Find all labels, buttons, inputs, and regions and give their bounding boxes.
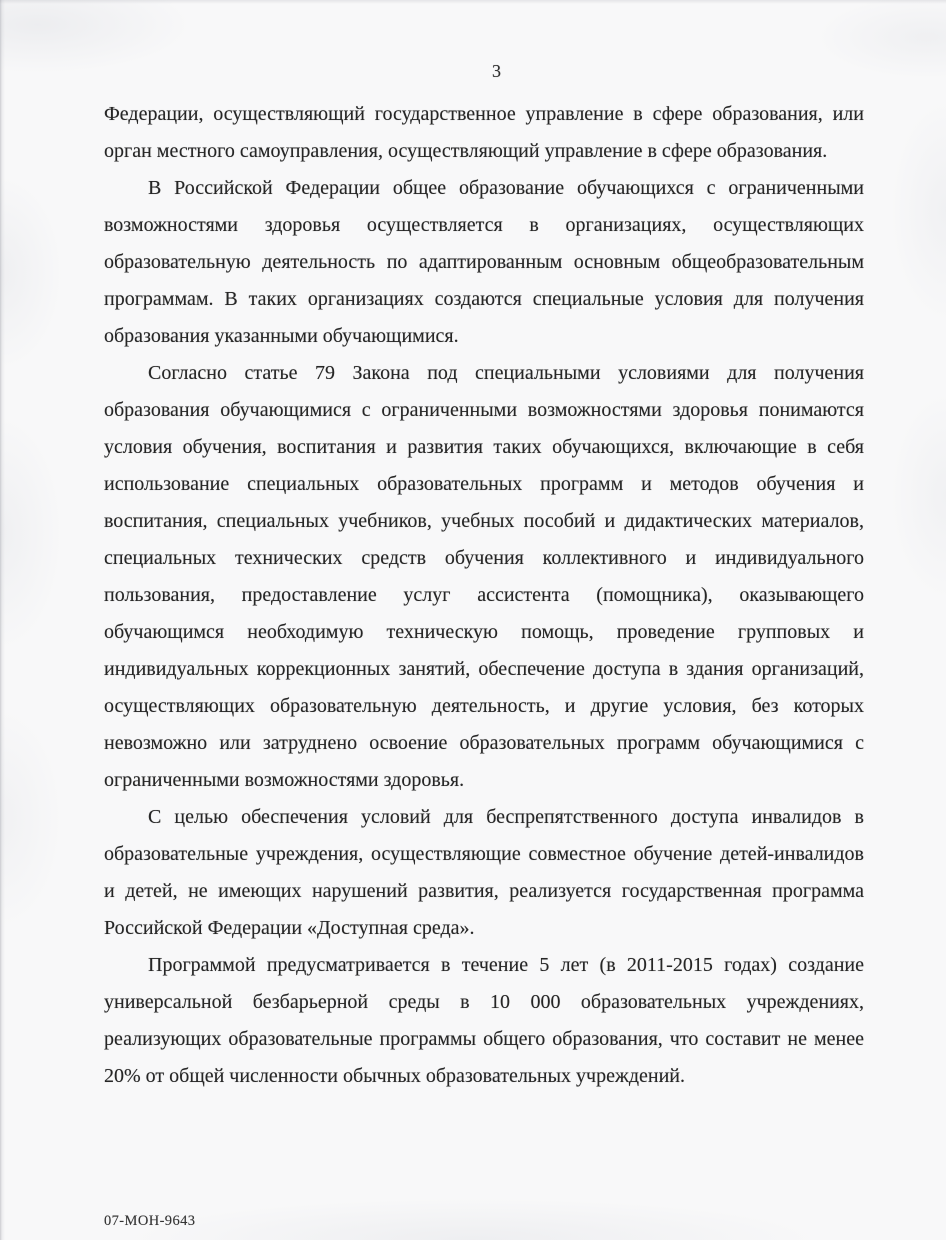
document-body (104, 96, 864, 1095)
paragraph: Федерации, осуществляющий государственное управление в сфере образования, или орган местного самоуправления, осуществляющий управление в сфере образования. (104, 103, 864, 162)
paragraph: С целью обеспечения условий для беспрепятственного доступа инвалидов в образовательные учреждения, осуществляющие совместное обучение детей-инвалидов и детей, не имеющих нарушений развития, реализуется государственная программа Российской Федерации «Доступная среда». (104, 806, 864, 939)
page-number: 3 (492, 61, 502, 81)
footer-document-code: 07-МОН-9643 (104, 1213, 196, 1229)
paragraph: Программой предусматривается в течение 5 лет (в 2011-2015 годах) создание универсальной безбарьерной среды в 10 000 образовательных учреждениях, реализующих образовательные программы общего образования, что составит не менее 20% от общей численности обычных образовательных учреждений. (104, 954, 864, 1087)
paragraph: В Российской Федерации общее образование обучающихся с ограниченными возможностями здоровья осуществляется в организациях, осуществляющих образовательную деятельность по адаптированным основным общеобразовательным программам. В таких организациях создаются специальные условия для получения образования указанными обучающимися. (104, 177, 864, 347)
paragraph: Согласно статье 79 Закона под специальными условиями для получения образования обучающимися с ограниченными возможностями здоровья понимаются условия обучения, воспитания и развития таких обучающихся, включающие в себя использование специальных образовательных программ и методов обучения и воспитания, специальных учебников, учебных пособий и дидактических материалов, специальных технических средств обучения коллективного и индивидуального пользования, предоставление услуг ассистента (помощника), оказывающего обучающимся необходимую техническую помощь, проведение групповых и индивидуальных коррекционных занятий, обеспечение доступа в здания организаций, осуществляющих образовательную деятельность, и другие условия, без которых невозможно или затруднено освоение образовательных программ обучающимися с ограниченными возможностями здоровья. (104, 362, 864, 791)
